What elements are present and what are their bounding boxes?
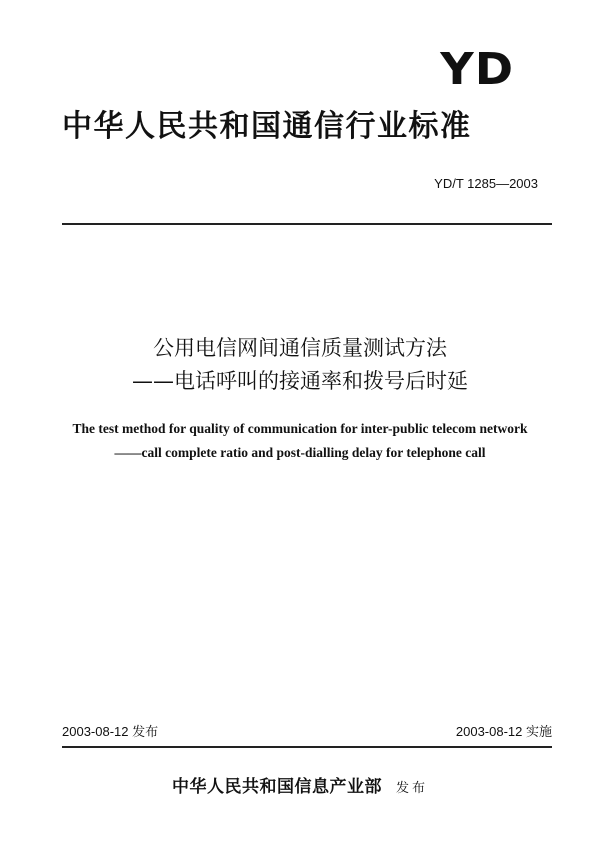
standard-number: YD/T 1285—2003 (434, 176, 538, 191)
standard-category-title: 中华人民共和国通信行业标准 (62, 109, 472, 144)
publisher-line (0, 779, 600, 796)
publisher-action: 发布 (395, 781, 428, 796)
top-divider (62, 223, 552, 225)
chinese-title-line-2: ——电话呼叫的接通率和拨号后时延 (132, 369, 468, 393)
publisher-organization: 中华人民共和国信息产业部 (171, 777, 382, 797)
english-title-line-2: ——call complete ratio and post-dialling delay for telephone call (114, 445, 486, 460)
english-title-line-1: The test method for quality of communication for inter-public telecom network (72, 421, 528, 436)
issue-date: 2003-08-12 发布 (62, 724, 159, 739)
implementation-date: 2003-08-12 实施 (455, 724, 552, 739)
yd-logo: YD (439, 44, 514, 95)
bottom-divider (62, 746, 552, 748)
chinese-title-line-1: 公用电信网间通信质量测试方法 (153, 336, 447, 360)
